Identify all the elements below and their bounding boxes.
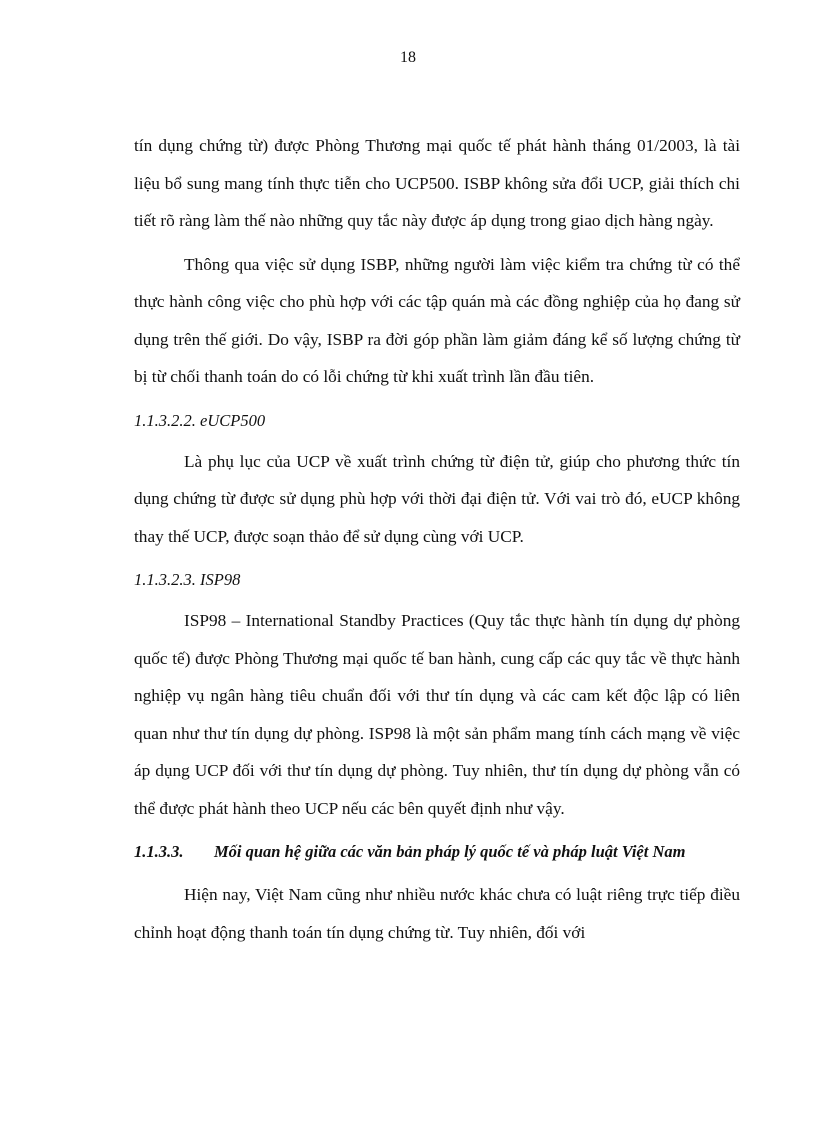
paragraph-eucp: Là phụ lục của UCP về xuất trình chứng từ điện tử, giúp cho phương thức tín dụng chứng từ được sử dụng phù hợp với thời đại điện tử. Với vai trò đó, eUCP không thay thế UCP, được soạn thảo để sử dụng cùng với UCP. (134, 451, 740, 546)
paragraph-isbp-intro: tín dụng chứng từ) được Phòng Thương mại quốc tế phát hành tháng 01/2003, là tài liệu bổ sung mang tính thực tiễn cho UCP500. ISBP không sửa đổi UCP, giải thích chi tiết rõ ràng làm thế nào những quy tắc này được áp dụng trong giao dịch hàng ngày. (134, 136, 740, 230)
heading-legal-relation-title: Mối quan hệ giữa các văn bản pháp lý quốc tế và pháp luật Việt Nam (214, 842, 686, 861)
paragraph-vietnam-law: Hiện nay, Việt Nam cũng như nhiều nước khác chưa có luật riêng trực tiếp điều chỉnh hoạt động thanh toán tín dụng chứng từ. Tuy nhiên, đối với (134, 885, 740, 942)
page-number: 18 (400, 49, 416, 66)
heading-eucp500: 1.1.3.2.2. eUCP500 (134, 410, 266, 430)
heading-legal-relation (134, 833, 740, 870)
paragraph-isbp-usage: Thông qua việc sử dụng ISBP, những người làm việc kiểm tra chứng từ có thể thực hành công việc cho phù hợp với các tập quán mà các đồng nghiệp của họ đang sử dụng trên thế giới. Do vậy, ISBP ra đời góp phần làm giảm đáng kể số lượng chứng từ bị từ chối thanh toán do có lỗi chứng từ khi xuất trình lần đầu tiên. (134, 254, 740, 386)
heading-legal-relation-number: 1.1.3.3. (134, 842, 184, 861)
paragraph-isp98: ISP98 – International Standby Practices (Quy tắc thực hành tín dụng dự phòng quốc tế) được Phòng Thương mại quốc tế ban hành, cung cấp các quy tắc về thực hành nghiệp vụ ngân hàng tiêu chuẩn đối với thư tín dụng và các cam kết độc lập có liên quan như thư tín dụng dự phòng. ISP98 là một sản phẩm mang tính cách mạng về việc áp dụng UCP đối với thư tín dụng dự phòng. Tuy nhiên, thư tín dụng dự phòng vẫn có thể được phát hành theo UCP nếu các bên quyết định như vậy. (134, 611, 740, 818)
document-body (134, 127, 740, 957)
heading-isp98: 1.1.3.2.3. ISP98 (134, 570, 241, 589)
